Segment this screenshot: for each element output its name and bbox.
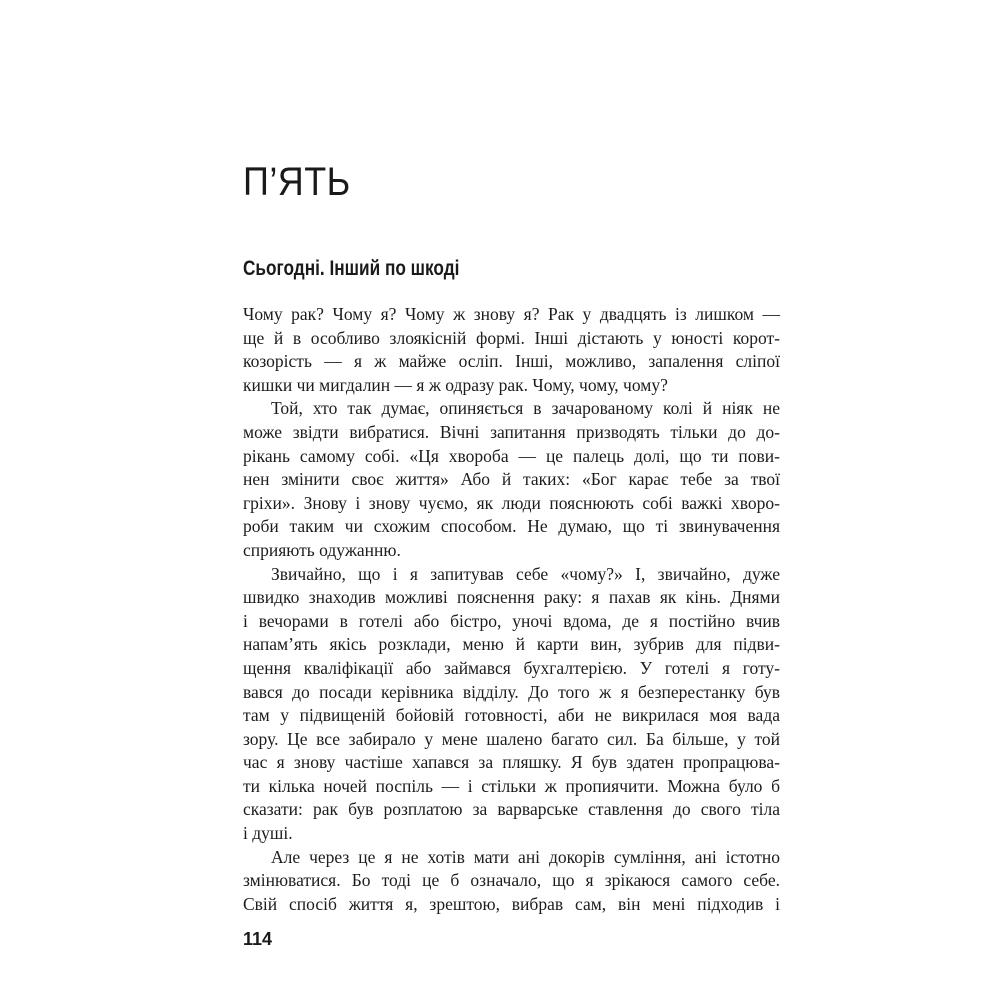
text-line: Чому рак? Чому я? Чому ж знову я? Рак у двадцять із лишком —	[243, 304, 780, 324]
text-line: напам’ять якісь розклади, меню й карти вин, зубрив для підви-	[243, 634, 780, 655]
text-line: час я знову частіше хапався за пляшку. Я був здатен пропрацюва-	[243, 752, 780, 773]
text-line: роби таким чи схожим способом. Не думаю, що ті звинувачення	[243, 516, 780, 537]
text-line: там у підвищеній бойовій готовності, аби не викрилася моя вада	[243, 705, 780, 726]
text-line: нен змінити своє життя» Або й таких: «Бог карає тебе за твої	[243, 469, 780, 490]
body-text	[243, 303, 780, 916]
text-line: змінюватися. Бо тоді це б означало, що я зрікаюся самого себе.	[243, 870, 780, 891]
text-line: Але через це я не хотів мати ані докорів сумління, ані істотно	[271, 846, 780, 867]
text-line: Свій спосіб життя я, зрештою, вибрав сам, він мені підходив і	[243, 893, 780, 914]
text-line: сказати: рак був розплатою за варварське ставлення до свого тіла	[243, 799, 780, 820]
text-line: сприяють одужанню.	[243, 539, 401, 560]
text-line: рікань самому собі. «Ця хвороба — це палець долі, що ти пови-	[243, 445, 780, 466]
text-line: ти кілька ночей поспіль — і стільки ж пропиячити. Можна було б	[243, 775, 780, 796]
text-line: козорість — я ж майже осліп. Інші, можливо, запалення сліпої	[243, 351, 780, 372]
text-line: зору. Це все забирало у мене шалено багато сил. Ба більше, у той	[243, 728, 780, 749]
text-line: і душі.	[243, 823, 293, 844]
text-line: кишки чи мигдалин — я ж одразу рак. Чому, чому, чому?	[243, 374, 668, 395]
text-line: ще й в особливо злоякісній формі. Інші дістають у юності корот-	[243, 327, 780, 348]
section-title: Сьогодні. Інший по шкоді	[243, 257, 460, 280]
chapter-title: П’ЯТЬ	[243, 160, 351, 204]
text-line: Той, хто так думає, опиняється в зачарованому колі й ніяк не	[271, 398, 780, 419]
text-line: Звичайно, що і я запитував себе «чому?» І, звичайно, дуже	[271, 563, 780, 584]
text-line: гріхи». Знову і знову чуємо, як люди пояснюють собі важкі хворо-	[243, 492, 780, 513]
text-line: швидко знаходив можливі пояснення раку: я пахав як кінь. Днями	[243, 587, 780, 608]
page-number: 114	[243, 929, 273, 949]
text-line: і вечорами в готелі або бістро, уночі вдома, де я постійно вчив	[243, 610, 780, 631]
text-line: щення кваліфікації або займався бухгалтерією. У готелі я готу-	[243, 657, 780, 678]
text-line: може звідти вибратися. Вічні запитання призводять тільки до до-	[243, 421, 780, 442]
text-line: вався до посади керівника відділу. До того ж я безперестанку був	[243, 681, 780, 702]
